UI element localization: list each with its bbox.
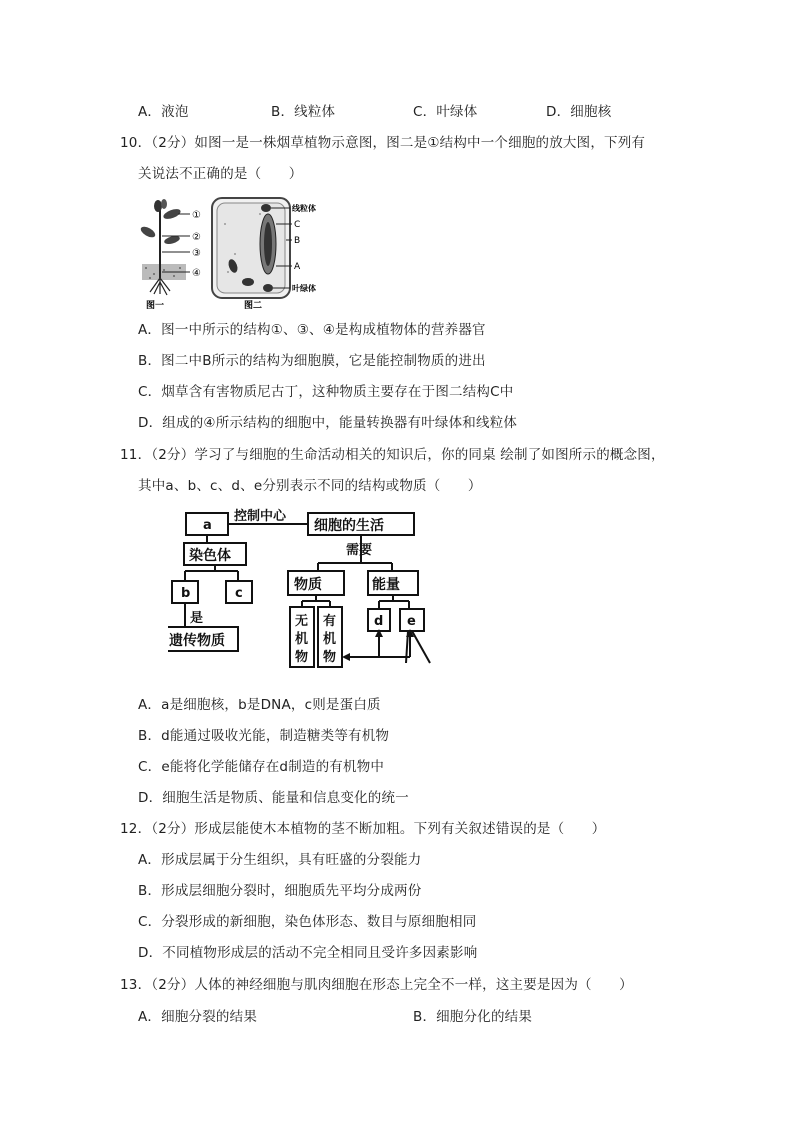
plant-diagram [140, 199, 201, 311]
label-c: c [235, 586, 243, 601]
q10-option-a: A．图一中所示的结构①、③、④是构成植物体的营养器官 [138, 322, 486, 338]
label-cell-life: 细胞的生活 [314, 518, 384, 534]
q11-stem-line2: 其中a、b、c、d、e分别表示不同的结构或物质（ ） [138, 478, 482, 494]
label-e: e [407, 614, 416, 629]
label-b: b [181, 586, 191, 601]
q9-option-d: D．细胞核 [546, 104, 612, 120]
label-a: a [203, 518, 212, 533]
leaf-left [140, 225, 157, 240]
q10-option-c: C．烟草含有害物质尼古丁，这种物质主要存在于图二结构C中 [138, 384, 514, 400]
q12-stem: 12．（2分）形成层能使木本植物的茎不断加粗。下列有关叙述错误的是（ ） [120, 821, 606, 837]
q10-figure [140, 194, 340, 312]
label-inorganic-3: 物 [295, 650, 309, 665]
q11-option-a: A．a是细胞核，b是DNA，c则是蛋白质 [138, 697, 381, 713]
label-energy: 能量 [372, 577, 400, 593]
label-need: 需要 [346, 543, 373, 558]
q12-option-d: D．不同植物形成层的活动不完全相同且受许多因素影响 [138, 945, 478, 961]
chloroplast-3 [263, 284, 273, 292]
q11-concept-map [168, 505, 438, 677]
mitochondrion [261, 204, 271, 212]
label-d: d [374, 614, 384, 629]
fig2-label-mito: 线粒体 [292, 204, 316, 213]
label-organic-1: 有 [323, 614, 337, 629]
fig2-caption: 图二 [244, 301, 263, 311]
q9-option-a: A．液泡 [138, 104, 189, 120]
fig1-caption: 图一 [146, 301, 165, 311]
q11-option-d: D．细胞生活是物质、能量和信息变化的统一 [138, 790, 409, 806]
q13-option-b: B．细胞分化的结果 [413, 1009, 533, 1025]
label-organic-3: 物 [323, 650, 337, 665]
label-organic-2: 机 [323, 632, 337, 647]
q11-option-b: B．d能通过吸收光能，制造糖类等有机物 [138, 728, 390, 744]
q10-stem-line2: 关说法不正确的是（ ） [138, 166, 303, 182]
fig1-label-3: ③ [192, 248, 201, 259]
q9-option-c: C．叶绿体 [413, 104, 478, 120]
flower [154, 200, 162, 212]
label-chromosome: 染色体 [189, 548, 231, 564]
chloroplast-2 [242, 278, 254, 286]
fig2-label-chloroplast: 叶绿体 [292, 284, 316, 293]
q10-stem-line1: 10．（2分）如图一是一株烟草植物示意图，图二是①结构中一个细胞的放大图，下列有 [120, 135, 646, 151]
q11-option-c: C．e能将化学能储存在d制造的有机物中 [138, 759, 385, 775]
q13-option-a: A．细胞分裂的结果 [138, 1009, 258, 1025]
label-genetic-material: 遗传物质 [169, 633, 225, 649]
label-is: 是 [190, 611, 204, 626]
fig1-label-1: ① [192, 210, 201, 221]
label-control-center: 控制中心 [234, 509, 287, 524]
q11-stem-line1: 11．（2分）学习了与细胞的生命活动相关的知识后，你的同桌 绘制了如图所示的概念图， [120, 447, 665, 463]
q10-option-d: D．组成的④所示结构的细胞中，能量转换器有叶绿体和线粒体 [138, 415, 518, 431]
q12-option-a: A．形成层属于分生组织，具有旺盛的分裂能力 [138, 852, 422, 868]
label-substance: 物质 [294, 577, 322, 593]
roots [150, 278, 170, 295]
label-inorganic-2: 机 [295, 632, 309, 647]
fig2-label-a: A [294, 262, 301, 272]
q12-option-c: C．分裂形成的新细胞，染色体形态、数目与原细胞相同 [138, 914, 477, 930]
q13-stem: 13．（2分）人体的神经细胞与肌肉细胞在形态上完全不一样，这主要是因为（ ） [120, 977, 633, 993]
q9-option-b: B．线粒体 [271, 104, 336, 120]
fig1-label-4: ④ [192, 268, 201, 279]
fig1-label-2: ② [192, 232, 201, 243]
cell-diagram [212, 198, 316, 311]
fig2-label-c: C [294, 220, 301, 230]
q12-option-b: B．形成层细胞分裂时，细胞质先平均分成两份 [138, 883, 422, 899]
fig2-label-b: B [294, 236, 301, 246]
label-inorganic-1: 无 [295, 614, 309, 629]
q10-option-b: B．图二中B所示的结构为细胞膜，它是能控制物质的进出 [138, 353, 486, 369]
